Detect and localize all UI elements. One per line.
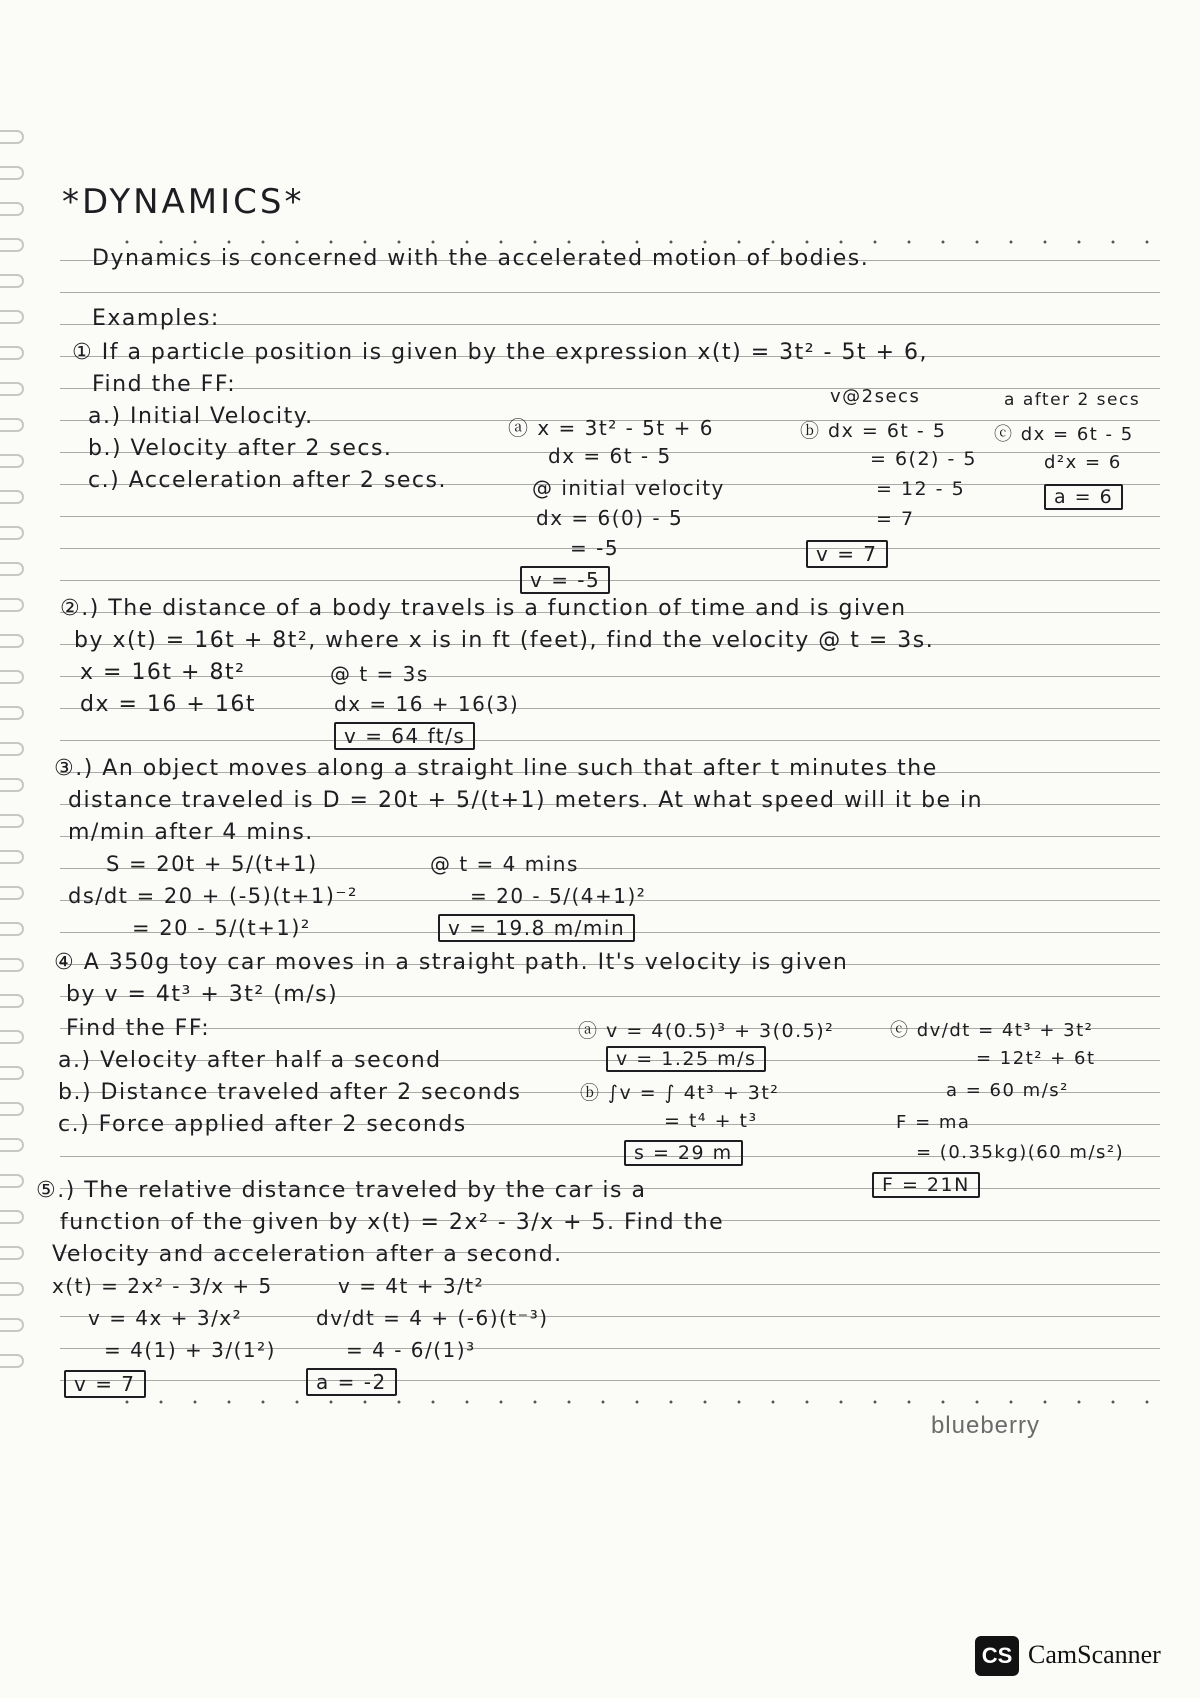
p1-statement: ① If a particle position is given by the expression x(t) = 3t² - 5t + 6, xyxy=(72,340,929,365)
p3-step-2: ds/dt = 20 + (-5)(t+1)⁻² xyxy=(68,884,358,908)
p2-statement-1: ②.) The distance of a body travels is a function of time and is given xyxy=(60,596,907,621)
p4-sol-b-2: = t⁴ + t³ xyxy=(664,1110,758,1132)
p4-answer-c: F = 21N xyxy=(872,1172,980,1198)
p3-step-3: = 20 - 5/(t+1)² xyxy=(132,916,311,940)
p3-answer: v = 19.8 m/min xyxy=(438,914,635,942)
p1-sol-b-4: = 7 xyxy=(876,508,915,530)
p2-step-4: dx = 16 + 16(3) xyxy=(334,692,520,716)
p1-sol-b-3: = 12 - 5 xyxy=(876,478,966,500)
p4-statement-1: ④ A 350g toy car moves in a straight path. It's velocity is given xyxy=(54,950,849,975)
p1-answer-a: v = -5 xyxy=(520,566,610,594)
p4-sol-c-2: = 12t² + 6t xyxy=(976,1048,1096,1069)
p2-step-3: @ t = 3s xyxy=(330,662,429,686)
p5-step-1: x(t) = 2x² - 3/x + 5 xyxy=(52,1274,273,1298)
p1-sol-a-1: ⓐ x = 3t² - 5t + 6 xyxy=(508,416,714,440)
p4-statement-2: by v = 4t³ + 3t² (m/s) xyxy=(66,982,339,1007)
p4-answer-a: v = 1.25 m/s xyxy=(606,1046,766,1072)
p1-sol-a-5: = -5 xyxy=(570,536,620,560)
ruled-line xyxy=(60,292,1160,293)
p2-statement-2: by x(t) = 16t + 8t², where x is in ft (feet), find the velocity @ t = 3s. xyxy=(74,628,935,653)
p4-item-b: b.) Distance traveled after 2 seconds xyxy=(58,1080,522,1105)
page-title: *DYNAMICS* xyxy=(62,182,305,222)
p4-sol-c-4: F = ma xyxy=(896,1112,971,1133)
p4-item-a: a.) Velocity after half a second xyxy=(58,1048,442,1073)
ruled-line xyxy=(60,740,1160,741)
p1-sol-a-3: @ initial velocity xyxy=(532,476,725,500)
camscanner-logo: CS xyxy=(975,1636,1019,1676)
p4-sol-b-1: ⓑ ∫v = ∫ 4t³ + 3t² xyxy=(580,1082,780,1104)
p1-sol-b-1: ⓑ dx = 6t - 5 xyxy=(800,420,947,442)
p1-sol-c-1: ⓒ dx = 6t - 5 xyxy=(994,424,1134,445)
p1-find: Find the FF: xyxy=(92,372,237,397)
p4-answer-b: s = 29 m xyxy=(624,1140,743,1166)
p4-find: Find the FF: xyxy=(66,1016,211,1041)
p1-sol-c-2: d²x = 6 xyxy=(1044,452,1122,473)
p1-item-b: b.) Velocity after 2 secs. xyxy=(88,436,393,461)
p4-item-c: c.) Force applied after 2 seconds xyxy=(58,1112,467,1137)
p1-sol-b-2: = 6(2) - 5 xyxy=(870,448,977,470)
p4-sol-a-1: ⓐ v = 4(0.5)³ + 3(0.5)² xyxy=(578,1020,835,1042)
p5-step-2: v = 4x + 3/x² xyxy=(88,1306,243,1330)
p5-statement-1: ⑤.) The relative distance traveled by the car is a xyxy=(36,1178,647,1203)
p3-step-5: = 20 - 5/(4+1)² xyxy=(470,884,647,908)
p5-statement-2: function of the given by x(t) = 2x² - 3/x + 5. Find the xyxy=(60,1210,725,1235)
p1-answer-b: v = 7 xyxy=(806,540,888,568)
p4-sol-c-1: ⓒ dv/dt = 4t³ + 3t² xyxy=(890,1020,1094,1041)
definition-text: Dynamics is concerned with the accelerated motion of bodies. xyxy=(92,246,870,271)
p1-sol-a-2: dx = 6t - 5 xyxy=(548,444,672,468)
p3-step-4: @ t = 4 mins xyxy=(430,852,579,876)
p1-sol-b-head: v@2secs xyxy=(830,386,921,407)
p4-sol-c-5: = (0.35kg)(60 m/s²) xyxy=(916,1142,1125,1163)
p3-step-1: S = 20t + 5/(t+1) xyxy=(106,852,318,876)
p5-step-5: dv/dt = 4 + (-6)(t⁻³) xyxy=(316,1306,549,1330)
p5-answer-a: a = -2 xyxy=(306,1368,397,1396)
p3-statement-2: distance traveled is D = 20t + 5/(t+1) meters. At what speed will it be in xyxy=(68,788,984,813)
ruled-line xyxy=(60,1380,1160,1381)
p2-step-1: x = 16t + 8t² xyxy=(80,660,246,685)
p2-step-2: dx = 16 + 16t xyxy=(80,692,256,717)
p5-step-4: v = 4t + 3/t² xyxy=(338,1274,485,1298)
p4-sol-c-3: a = 60 m/s² xyxy=(946,1080,1069,1101)
p1-sol-a-4: dx = 6(0) - 5 xyxy=(536,506,684,530)
p1-item-a: a.) Initial Velocity. xyxy=(88,404,314,429)
p2-answer: v = 64 ft/s xyxy=(334,722,475,750)
p5-step-6: = 4 - 6/(1)³ xyxy=(346,1338,476,1362)
p3-statement-3: m/min after 4 mins. xyxy=(68,820,314,845)
p3-statement-1: ③.) An object moves along a straight line such that after t minutes the xyxy=(54,756,938,781)
p1-sol-c-head: a after 2 secs xyxy=(1004,390,1141,410)
spiral-binding xyxy=(0,130,30,1290)
p1-item-c: c.) Acceleration after 2 secs. xyxy=(88,468,447,493)
examples-heading: Examples: xyxy=(92,306,220,331)
p5-step-3: = 4(1) + 3/(1²) xyxy=(104,1338,276,1362)
dotted-line xyxy=(110,240,1170,244)
notebook-brand: blueberry xyxy=(930,1412,1040,1439)
p5-answer-v: v = 7 xyxy=(64,1370,146,1398)
camscanner-name: CamScanner xyxy=(1028,1640,1161,1669)
p5-statement-3: Velocity and acceleration after a second. xyxy=(52,1242,563,1267)
p1-answer-c: a = 6 xyxy=(1044,484,1123,510)
ruled-line xyxy=(60,324,1160,325)
dotted-line xyxy=(110,1400,1170,1404)
